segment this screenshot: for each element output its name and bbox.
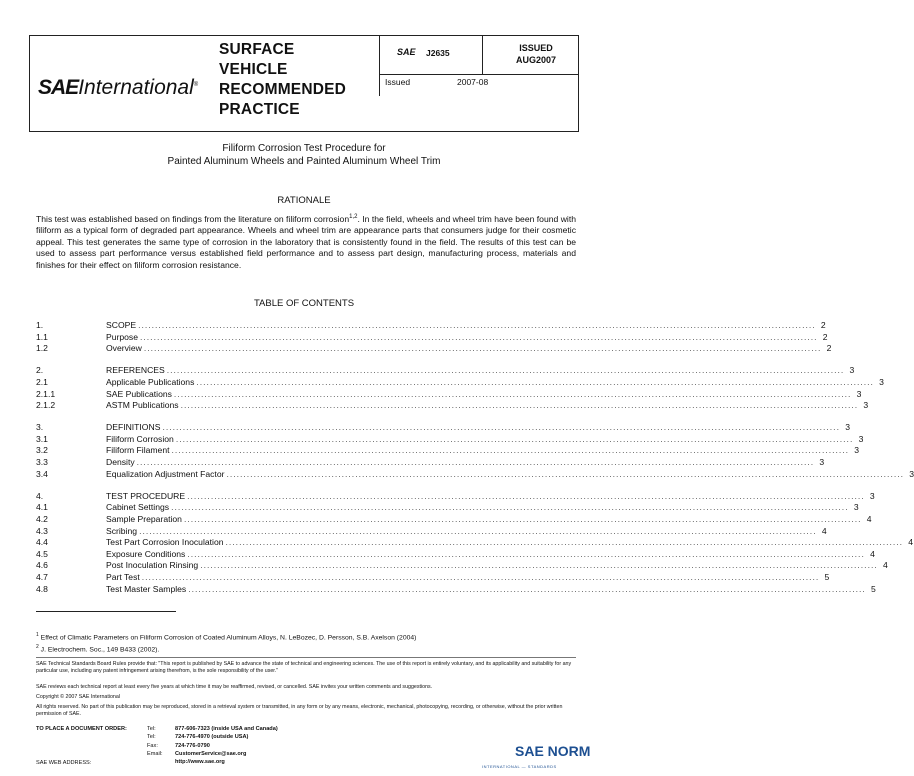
- toc-leader: ........................................................................................................................................................................................................: [188, 583, 866, 594]
- toc-number: 1.2: [36, 343, 48, 354]
- toc-entry: [36, 525, 827, 537]
- toc-page: 3: [869, 490, 875, 501]
- toc-number: 4.1: [36, 502, 48, 513]
- toc-title: Filiform Corrosion: [106, 433, 174, 444]
- toc-number: 4.7: [36, 571, 48, 582]
- toc-title: Applicable Publications: [106, 376, 195, 387]
- toc-leader: ........................................................................................................................................................................................................: [171, 502, 849, 513]
- toc-leader: ........................................................................................................................................................................................................: [139, 525, 817, 536]
- toc-entry: [36, 388, 862, 400]
- toc-entry: [36, 319, 826, 331]
- toc-entry: [36, 444, 860, 456]
- divider: [482, 36, 483, 74]
- divider: [379, 74, 579, 75]
- toc-leader: ........................................................................................................................................................................................................: [138, 320, 816, 330]
- footnote-1: $^1$ Effect of Climatic Parameters on Filiform Corrosion of Coated Aluminum Alloys, N. LeBozec, D. Persson, S.B. Axelson (2004): [36, 632, 417, 642]
- toc-title: Equalization Adjustment Factor: [106, 468, 225, 479]
- issued-date: 2007-08: [457, 77, 489, 87]
- contact-value: 877-606-7323 (inside USA and Canada): [175, 726, 278, 732]
- toc-leader: ........................................................................................................................................................................................................: [187, 490, 865, 501]
- standard-sae-mark: SAE: [397, 47, 416, 57]
- contact-row: [147, 759, 225, 766]
- toc-leader: ........................................................................................................................................................................................................: [141, 571, 820, 582]
- toc-number: 4.8: [36, 583, 48, 594]
- toc-number: 4.5: [36, 548, 48, 559]
- toc-entry: [36, 468, 914, 480]
- toc-leader: ........................................................................................................................................................................................................: [173, 388, 852, 399]
- toc-number: 4.: [36, 490, 44, 501]
- toc-entry: [36, 433, 864, 445]
- toc-entry: [36, 342, 832, 354]
- legal-review: SAE reviews each technical report at least every five years at which time it may be reaffirmed, revised, or cancelled. SAE invites your written comments and suggestions.: [36, 684, 433, 690]
- toc-number: 4.2: [36, 513, 48, 524]
- toc-page: 2: [826, 343, 832, 354]
- toc-leader: ........................................................................................................................................................................................................: [200, 560, 878, 571]
- toc-page: 2: [820, 320, 826, 330]
- toc-title: Test Part Corrosion Inoculation: [106, 537, 224, 548]
- document-title: Filiform Corrosion Test Procedure for Painted Aluminum Wheels and Painted Aluminum Wheel Trim: [167, 143, 441, 167]
- order-label: TO PLACE A DOCUMENT ORDER:: [36, 726, 127, 732]
- toc-page: 3: [819, 457, 825, 467]
- contact-row: [147, 751, 246, 758]
- legal-rights: All rights reserved. No part of this publication may be reproduced, stored in a retrieval system or transmitted, in any form or by any means, electronic, mechanical, photocopying, recording, or otherwise, without the prior written permission of SAE.: [36, 704, 563, 717]
- toc-title: Sample Preparation: [106, 513, 182, 524]
- toc-title: Part Test: [106, 571, 140, 582]
- footnote-2: $^2$ J. Electrochem. Soc., 149 B433 (2002).: [36, 644, 160, 654]
- footnote-rule: [36, 611, 176, 612]
- toc-leader: ........................................................................................................................................................................................................: [140, 331, 818, 342]
- toc-entry: [36, 364, 855, 376]
- contact-value: 724-776-4970 (outside USA): [175, 734, 249, 741]
- toc-number: 4.6: [36, 560, 48, 571]
- standard-number: J2635: [426, 48, 450, 58]
- toc-number: 4.3: [36, 525, 48, 536]
- copyright: Copyright © 2007 SAE International: [36, 694, 120, 700]
- toc-leader: ........................................................................................................................................................................................................: [175, 433, 854, 444]
- toc-page: 4: [821, 525, 827, 536]
- toc-title: Density: [106, 457, 135, 467]
- toc-page: 3: [853, 502, 859, 513]
- toc-number: 2.: [36, 365, 44, 376]
- toc-page: 5: [824, 571, 830, 582]
- toc-page: 3: [845, 422, 850, 433]
- toc-title: DEFINITIONS: [106, 422, 161, 433]
- toc-leader: ........................................................................................................................................................................................................: [187, 548, 865, 559]
- toc-page: 2: [822, 331, 828, 342]
- toc-page: 3: [863, 400, 869, 411]
- contact-row: [147, 734, 248, 741]
- toc-number: 3.4: [36, 468, 48, 479]
- toc-page: 3: [854, 445, 860, 456]
- toc-leader: ........................................................................................................................................................................................................: [183, 513, 862, 524]
- toc-title: Overview: [106, 343, 142, 354]
- toc-number: 1.1: [36, 331, 48, 342]
- toc-entry: [36, 501, 859, 513]
- toc-entry: [36, 399, 869, 411]
- toc-title: Post Inoculation Rinsing: [106, 560, 199, 571]
- toc-number: 4.4: [36, 537, 48, 548]
- toc-entry: [36, 331, 828, 343]
- toc-entry: [36, 548, 875, 560]
- contact-value: 724-776-0790: [175, 742, 210, 749]
- toc-page: 5: [870, 583, 876, 594]
- divider: [36, 657, 576, 658]
- sae-international-logo: SAEInternational®: [38, 76, 199, 99]
- toc-leader: ........................................................................................................................................................................................................: [162, 422, 840, 433]
- toc-page: 3: [849, 365, 855, 376]
- toc-leader: ........................................................................................................................................................................................................: [166, 365, 845, 376]
- toc-entry: [36, 536, 914, 548]
- toc-number: 3.1: [36, 433, 48, 444]
- toc-page: 3: [858, 433, 864, 444]
- toc-number: 3.: [36, 422, 44, 433]
- toc-entry: [36, 421, 850, 433]
- contact-key: Email:: [147, 750, 163, 757]
- toc-entry: [36, 490, 875, 502]
- toc-number: 2.1.1: [36, 388, 56, 399]
- web-label: SAE WEB ADDRESS:: [36, 760, 92, 766]
- toc-number: 1.: [36, 320, 44, 330]
- contact-value[interactable]: http://www.sae.org: [175, 759, 225, 766]
- toc-page: 3: [856, 388, 862, 399]
- contact-row: [147, 726, 278, 733]
- contact-value[interactable]: CustomerService@sae.org: [175, 750, 247, 757]
- legal-rules: SAE Technical Standards Board Rules provide that: "This report is published by SAE to advance the state of technical and engineering sciences. The use of this report is entirely voluntary, and its applicability and suitability for any particular use, including any patent infringement arising therefrom, is the sole responsibility of the user.": [36, 661, 572, 674]
- toc-page: 3: [909, 468, 914, 479]
- toc-entry: [36, 583, 876, 595]
- toc-entry: [36, 571, 830, 583]
- contact-key: Fax:: [147, 742, 158, 749]
- toc-entry: [36, 559, 888, 571]
- issued-label: Issued: [385, 77, 411, 87]
- toc-leader: ........................................................................................................................................................................................................: [171, 445, 850, 456]
- toc-title: Purpose: [106, 331, 139, 342]
- toc-title: ASTM Publications: [106, 400, 179, 411]
- toc-page: 3: [879, 376, 884, 387]
- toc-leader: ........................................................................................................................................................................................................: [136, 457, 815, 467]
- toc-number: 2.1: [36, 376, 48, 387]
- toc-number: 3.3: [36, 457, 48, 467]
- toc-entry: [36, 456, 825, 468]
- toc-title: Exposure Conditions: [106, 548, 186, 559]
- toc-page: 4: [908, 537, 914, 548]
- toc-title: Cabinet Settings: [106, 502, 170, 513]
- document-type: SURFACE VEHICLE RECOMMENDED PRACTICE: [219, 41, 347, 118]
- toc-title: REFERENCES: [106, 365, 165, 376]
- toc-page: 4: [866, 513, 872, 524]
- contact-key: Tel:: [147, 734, 156, 741]
- toc-heading: TABLE OF CONTENTS: [253, 298, 355, 309]
- rationale-heading: RATIONALE: [277, 195, 331, 206]
- divider: [379, 36, 380, 96]
- rationale-paragraph: This test was established based on findings from the literature on filiform corrosion$^{1,2}$. In the field, wheels and wheel trim have been found with filiform as a typical form of degraded part appearance. Wheels and wheel trim are appearance parts that consumers judge for their cosmetic appeal. This test generates the same type of corrosion in the laboratory that is consistently found in the field. The results of this test can be used to assess part performance versus established field performance and to assess part design, manufacturing process, materials and finishes for their effect on filiform corrosion resistance.: [36, 213, 576, 270]
- toc-title: Scribing: [106, 525, 138, 536]
- toc-title: SCOPE: [106, 320, 137, 330]
- toc-leader: ........................................................................................................................................................................................................: [226, 468, 904, 479]
- toc-leader: ........................................................................................................................................................................................................: [196, 376, 874, 387]
- toc-page: 4: [870, 548, 875, 559]
- toc-leader: ........................................................................................................................................................................................................: [225, 537, 904, 548]
- toc-number: 3.2: [36, 445, 48, 456]
- toc-entry: [36, 376, 884, 388]
- contact-row: [147, 743, 210, 750]
- toc-number: 2.1.2: [36, 400, 56, 411]
- toc-leader: ........................................................................................................................................................................................................: [143, 343, 822, 354]
- toc-title: TEST PROCEDURE: [106, 490, 186, 501]
- toc-title: Filiform Filament: [106, 445, 170, 456]
- toc-title: SAE Publications: [106, 388, 172, 399]
- contact-key: Tel:: [147, 726, 156, 732]
- issue-status: ISSUED AUG2007: [515, 43, 557, 65]
- toc-title: Test Master Samples: [106, 583, 187, 594]
- toc-entry: [36, 513, 872, 525]
- toc-leader: ........................................................................................................................................................................................................: [180, 400, 859, 411]
- toc-page: 4: [882, 560, 888, 571]
- sae-norm-logo: SAE NORM INTERNATIONAL — STANDARDS: [482, 743, 591, 769]
